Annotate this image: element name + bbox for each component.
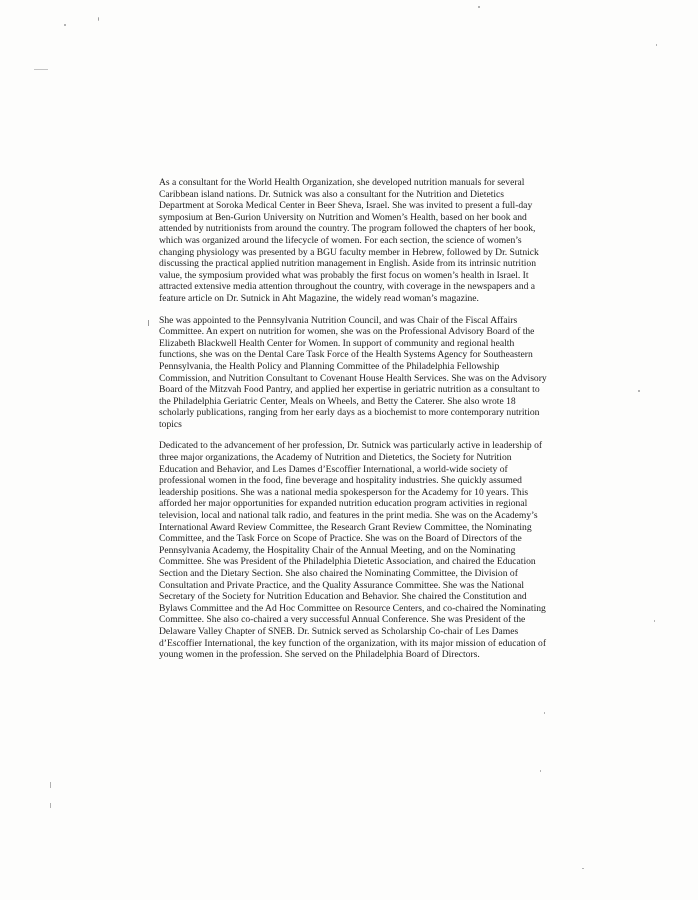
scan-speck <box>478 6 480 8</box>
scan-speck <box>540 770 541 772</box>
scan-speck <box>98 17 99 21</box>
document-body <box>159 177 551 671</box>
scan-speck <box>656 44 657 46</box>
scan-speck <box>50 803 51 808</box>
scan-speck <box>50 782 51 788</box>
scan-speck <box>654 620 655 622</box>
scan-speck <box>544 712 545 714</box>
scan-speck <box>148 320 149 326</box>
paragraph-consultant: As a consultant for the World Health Organization, she developed nutrition manuals for several Caribbean island nations. Dr. Sutnick was also a consultant for the Nutrition and Dietetics Department at Soroka Medical Center in Beer Sheva, Israel. She was invited to present a full-day symposium at Ben-Gurion University on Nutrition and Women’s Health, based on her book and attended by nutritionists from around the country. The program followed the chapters of her book, which was organized around the lifecycle of women. For each section, the science of women’s changing physiology was presented by a BGU faculty member in Hebrew, followed by Dr. Sutnick discussing the practical applied nutrition management in English. Aside from its intrinsic nutrition value, the symposium provided what was probably the first focus on women’s health in Israel. It attracted extensive media attention throughout the country, with coverage in the newspapers and a feature article on Dr. Sutnick in Aht Magazine, the widely read woman’s magazine. <box>159 177 539 304</box>
paragraph-profession: Dedicated to the advancement of her profession, Dr. Sutnick was particularly active in leadership of three major organizations, the Academy of Nutrition and Dietetics, the Society for Nutrition Education and Behavior, and Les Dames d’Escoffier International, a world-wide society of professional women in the food, fine beverage and hospitality industries. She quickly assumed leadership positions. She was a national media spokesperson for the Academy for 10 years. This afforded her major opportunities for expanded nutrition education program activities in regional television, local and national talk radio, and features in the print media. She was on the Academy’s International Award Review Committee, the Research Grant Review Committee, the Nominating Committee, and the Task Force on Scope of Practice. She was on the Board of Directors of the Pennsylvania Academy, the Hospitality Chair of the Annual Meeting, and on the Nominating Committee. She was President of the Philadelphia Dietetic Association, and chaired the Education Section and the Dietary Section. She also chaired the Nominating Committee, the Division of Consultation and Private Practice, and the Quality Assurance Committee. She was the National Secretary of the Society for Nutrition Education and Behavior. She chaired the Constitution and Bylaws Committee and the Ad Hoc Committee on Resource Centers, and co-chaired the Nominating Committee. She also co-chaired a very successful Annual Conference. She was President of the Delaware Valley Chapter of SNEB. Dr. Sutnick served as Scholarship Co-chair of Les Dames d’Escoffier International, the key function of the organization, with its major mission of education of young women in the profession. She served on the Philadelphia Board of Directors. <box>159 440 547 661</box>
paragraph-appointments: She was appointed to the Pennsylvania Nutrition Council, and was Chair of the Fiscal Affairs Committee. An expert on nutrition for women, she was on the Professional Advisory Board of the Elizabeth Blackwell Health Center for Women. In support of community and regional health functions, she was on the Dental Care Task Force of the Health Systems Agency for Southeastern Pennsylvania, the Health Policy and Planning Committee of the Philadelphia Fellowship Commission, and Nutrition Consultant to Covenant House Health Services. She was on the Advisory Board of the Mitzvah Food Pantry, and applied her expertise in geriatric nutrition as a consultant to the Philadelphia Geriatric Center, Meals on Wheels, and Betty the Caterer. She also wrote 18 scholarly publications, ranging from her early days as a biochemist to more contemporary nutrition topics <box>159 314 547 430</box>
scan-speck <box>34 69 48 70</box>
scan-speck <box>582 868 584 869</box>
scan-speck <box>638 390 640 392</box>
scan-speck <box>64 24 66 26</box>
